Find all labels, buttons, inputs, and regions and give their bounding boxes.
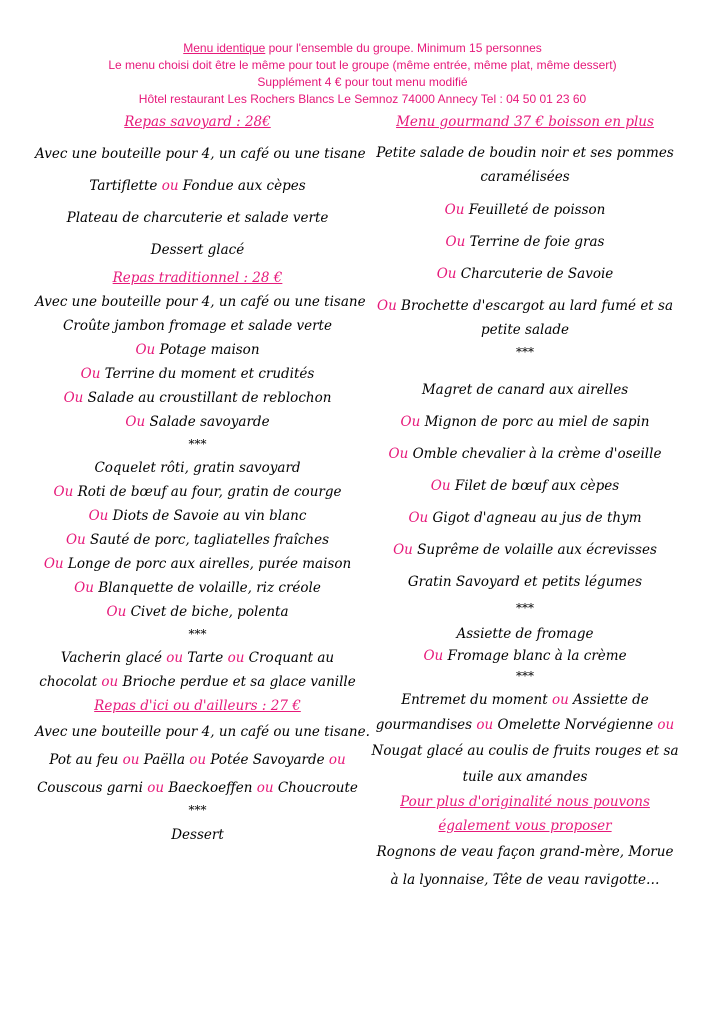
savoyard-plate: Plateau de charcuterie et salade verte	[66, 210, 329, 226]
gourmand-starter: Ou Terrine de foie gras	[445, 234, 605, 250]
gourmand-main: Magret de canard aux airelles	[421, 382, 629, 398]
trad-main: Coquelet rôti, gratin savoyard	[94, 460, 301, 476]
menu-header	[0, 40, 725, 108]
header-line-3: Supplément 4 € pour tout menu modifié	[257, 75, 468, 89]
traditionnel-title: Repas traditionnel : 28 €	[112, 270, 283, 286]
gourmand-starter-cont: caramélisées	[480, 169, 570, 185]
gourmand-cheese: Assiette de fromage	[456, 626, 594, 642]
ailleurs-drink: Avec une bouteille pour 4, un café ou une tisane.	[35, 724, 370, 740]
trad-starter: Ou Potage maison	[135, 342, 260, 358]
gourmand-main: Ou Gigot d'agneau au jus de thym	[408, 510, 642, 526]
trad-main: Ou Diots de Savoie au vin blanc	[88, 508, 307, 524]
separator-stars: ***	[516, 345, 534, 359]
gourmand-starter: Ou Brochette d'escargot au lard fumé et sa	[377, 298, 673, 314]
separator-stars: ***	[516, 601, 534, 615]
trad-dessert: Vacherin glacé ou Tarte ou Croquant au	[60, 650, 335, 666]
gourmand-cheese: Ou Fromage blanc à la crème	[423, 648, 627, 664]
originalite-title: également vous proposer	[438, 818, 612, 834]
header-line-1: Menu identique pour l'ensemble du groupe. Minimum 15 personnes	[183, 41, 542, 55]
gourmand-starter: Ou Charcuterie de Savoie	[436, 266, 614, 282]
trad-starter: Ou Salade savoyarde	[125, 414, 270, 430]
separator-stars: ***	[516, 669, 534, 683]
originalite-title: Pour plus d'originalité nous pouvons	[400, 794, 650, 810]
separator-stars: ***	[188, 803, 207, 817]
gourmand-dessert: gourmandises ou Omelette Norvégienne ou	[375, 717, 675, 733]
trad-main: Ou Longe de porc aux airelles, purée maison	[43, 556, 352, 572]
savoyard-drink: Avec une bouteille pour 4, un café ou une tisane	[35, 146, 366, 162]
trad-starter: Ou Salade au croustillant de reblochon	[63, 390, 332, 406]
trad-starter: Croûte jambon fromage et salade verte	[63, 318, 332, 334]
right-column	[355, 112, 695, 894]
gourmand-starter: Petite salade de boudin noir et ses pommes	[376, 145, 674, 161]
gourmand-main: Ou Filet de bœuf aux cèpes	[430, 478, 620, 494]
gourmand-dessert: Nougat glacé au coulis de fruits rouges et sa	[371, 743, 679, 759]
separator-stars: ***	[188, 437, 207, 451]
trad-main: Ou Blanquette de volaille, riz créole	[74, 580, 321, 596]
separator-stars: ***	[188, 627, 207, 641]
gourmand-starter-cont: petite salade	[480, 322, 570, 338]
header-line-4: Hôtel restaurant Les Rochers Blancs Le Semnoz 74000 Annecy Tel : 04 50 01 23 60	[138, 92, 587, 106]
trad-dessert: chocolat ou Brioche perdue et sa glace vanille	[39, 674, 356, 690]
gourmand-dessert: Entremet du moment ou Assiette de	[401, 692, 649, 708]
left-column	[35, 112, 370, 850]
gourmand-main: Ou Mignon de porc au miel de sapin	[400, 414, 650, 430]
originalite-dishes: à la lyonnaise, Tête de veau ravigotte…	[390, 872, 660, 888]
ailleurs-dessert: Dessert	[171, 827, 224, 843]
header-line-2: Le menu choisi doit être le même pour tout le groupe (même entrée, même plat, même dessert)	[108, 58, 617, 72]
ailleurs-title: Repas d'ici ou d'ailleurs : 27 €	[94, 698, 301, 714]
menu-identique-link: Menu identique	[183, 41, 266, 55]
trad-main: Ou Civet de biche, polenta	[106, 604, 289, 620]
gourmand-title: Menu gourmand 37 € boisson en plus	[396, 114, 654, 130]
savoyard-title: Repas savoyard : 28€	[124, 114, 271, 130]
gourmand-dessert: tuile aux amandes	[462, 769, 588, 785]
trad-drink: Avec une bouteille pour 4, un café ou une tisane	[35, 294, 366, 310]
trad-main: Ou Sauté de porc, tagliatelles fraîches	[65, 532, 330, 548]
savoyard-dessert: Dessert glacé	[150, 242, 245, 258]
originalite-dishes: Rognons de veau façon grand-mère, Morue	[376, 844, 674, 860]
trad-starter: Ou Terrine du moment et crudités	[80, 366, 315, 382]
ailleurs-dishes: Couscous garni ou Baeckoeffen ou Choucroute	[37, 780, 358, 796]
gourmand-side: Gratin Savoyard et petits légumes	[407, 574, 643, 590]
gourmand-main: Ou Suprême de volaille aux écrevisses	[393, 542, 657, 558]
savoyard-main: Tartiflette ou Fondue aux cèpes	[89, 178, 306, 194]
trad-main: Ou Roti de bœuf au four, gratin de courge	[53, 484, 342, 500]
ailleurs-dishes: Pot au feu ou Paëlla ou Potée Savoyarde ou	[49, 752, 346, 768]
gourmand-main: Ou Omble chevalier à la crème d'oseille	[388, 446, 662, 462]
gourmand-starter: Ou Feuilleté de poisson	[444, 202, 606, 218]
